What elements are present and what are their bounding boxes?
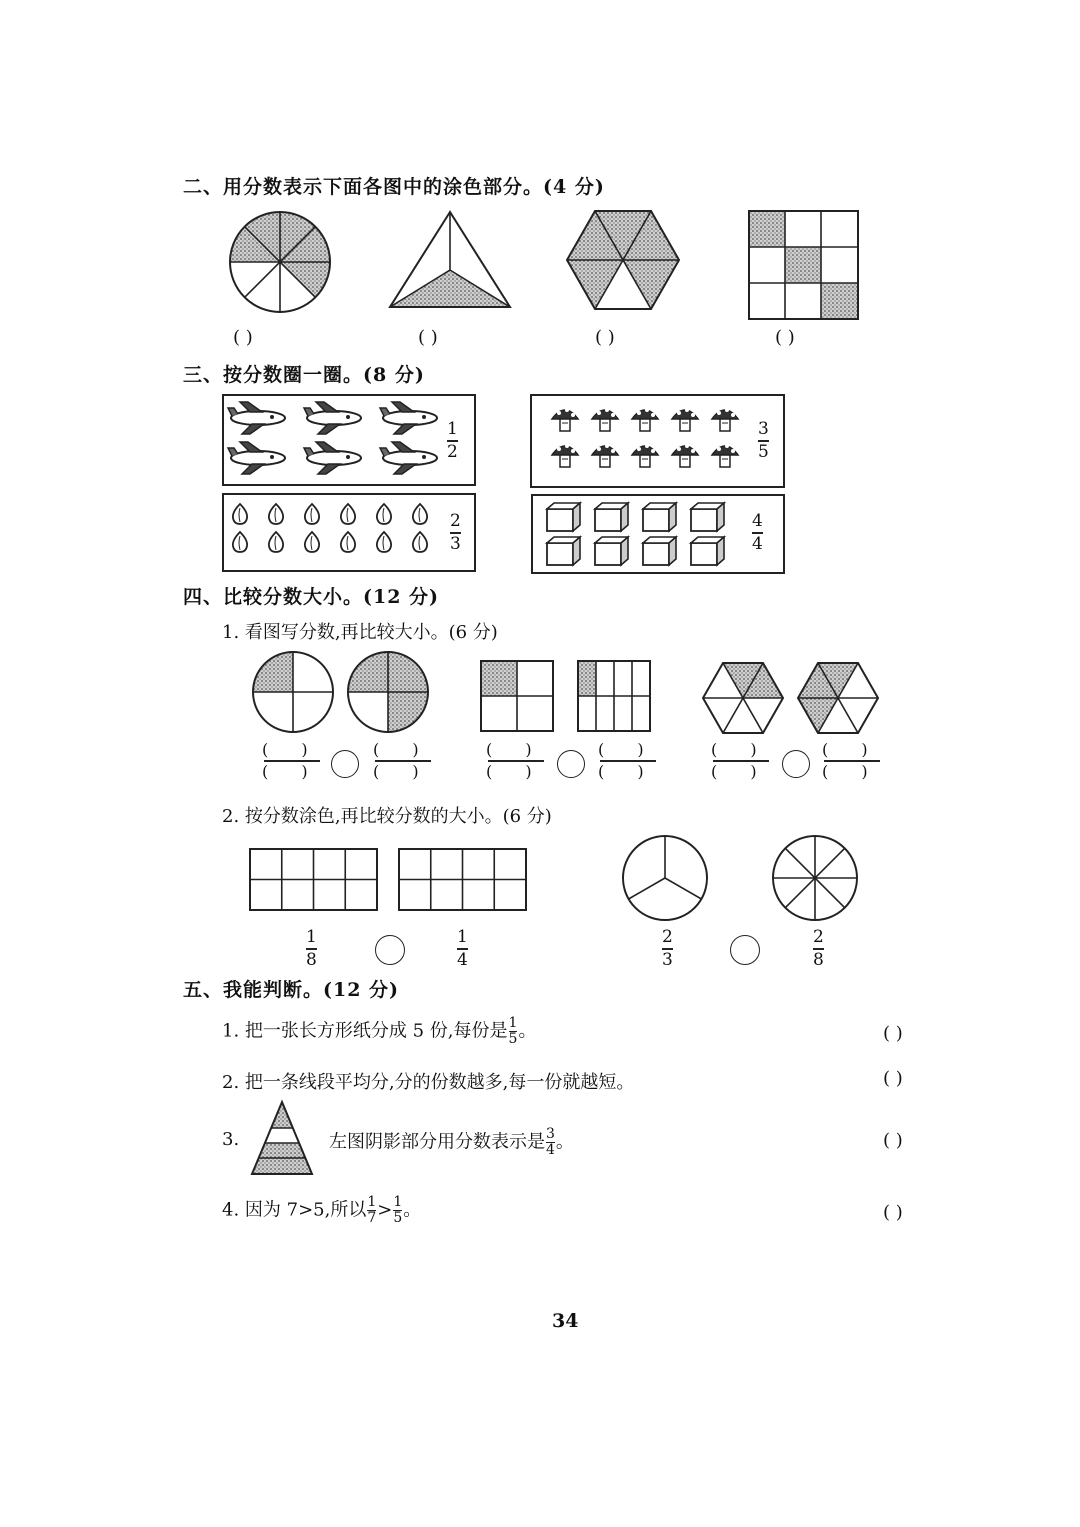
numerator: 2 (450, 511, 461, 531)
judge-item-3 (329, 1127, 574, 1158)
item-text: 1. 把一张长方形纸分成 5 份,每份是 (222, 1020, 508, 1042)
s2-answer-blank[interactable]: ( ) (775, 327, 795, 348)
section-4-title: 四、比较分数大小。(12 分) (183, 586, 440, 608)
denominator: 2 (447, 441, 458, 462)
blank-den: ( ) (262, 761, 322, 781)
answer-blank[interactable]: ( ) (883, 1068, 903, 1089)
s3-fraction (450, 512, 461, 554)
inline-fraction (393, 1195, 402, 1226)
blank-den: ( ) (373, 761, 433, 781)
blank-fraction[interactable] (822, 740, 882, 782)
denominator: 3 (450, 533, 461, 554)
q2-fraction (813, 928, 824, 970)
s3-peaches (230, 502, 430, 562)
numerator: 2 (813, 927, 824, 947)
s4-q2-rect-a[interactable] (249, 848, 379, 912)
item-end: 。 (518, 1020, 537, 1042)
page-number: 34 (552, 1310, 579, 1332)
s4-rect-eighths (577, 660, 651, 732)
numerator: 4 (752, 511, 763, 531)
s2-answer-blank[interactable]: ( ) (595, 327, 615, 348)
numerator: 1 (457, 927, 468, 947)
s3-fraction (758, 420, 769, 462)
item-end: 。 (555, 1131, 574, 1153)
item-text: 左图阴影部分用分数表示是 (329, 1131, 545, 1153)
item-end: 。 (403, 1199, 422, 1221)
q2-fraction (306, 928, 317, 970)
denominator: 4 (752, 533, 763, 554)
answer-blank[interactable]: ( ) (883, 1130, 903, 1151)
denominator: 5 (393, 1210, 403, 1227)
section-2-title: 二、用分数表示下面各图中的涂色部分。(4 分) (183, 176, 605, 198)
blank-fraction[interactable] (711, 740, 771, 782)
s4-hexagon-a (700, 660, 786, 736)
s4-circle-quarters-a (251, 650, 335, 734)
compare-circle[interactable] (730, 935, 760, 965)
s5-triangle-figure (250, 1100, 314, 1176)
denominator: 5 (508, 1031, 518, 1048)
s2-hexagon-sixths (565, 208, 681, 312)
answer-blank[interactable]: ( ) (883, 1202, 903, 1223)
section-3-title: 三、按分数圈一圈。(8 分) (183, 364, 425, 386)
inline-fraction (546, 1127, 555, 1158)
judge-item-2: 2. 把一条线段平均分,分的份数越多,每一份就越短。 (222, 1072, 635, 1093)
inline-fraction (367, 1195, 376, 1226)
denominator: 3 (662, 949, 673, 970)
numerator: 2 (662, 927, 673, 947)
compare-circle[interactable] (375, 935, 405, 965)
judge-item-3-number: 3. (222, 1129, 240, 1150)
answer-blank[interactable]: ( ) (883, 1023, 903, 1044)
numerator: 3 (546, 1126, 555, 1142)
q2-fraction (662, 928, 673, 970)
denominator: 8 (813, 949, 824, 970)
s4-q1-prompt: 1. 看图写分数,再比较大小。(6 分) (222, 622, 498, 643)
numerator: 3 (758, 419, 769, 439)
greater-than: > (377, 1199, 393, 1221)
numerator: 1 (306, 927, 317, 947)
judge-item-4 (222, 1195, 421, 1226)
s3-cubes (546, 502, 736, 566)
item-text: 4. 因为 7>5,所以 (222, 1199, 367, 1221)
blank-num: ( ) (486, 740, 546, 759)
q2-fraction (457, 928, 468, 970)
compare-circle[interactable] (557, 750, 585, 778)
s3-mushrooms (550, 403, 750, 473)
blank-num: ( ) (711, 740, 771, 759)
denominator: 5 (758, 441, 769, 462)
denominator: 8 (306, 949, 317, 970)
s3-fraction (447, 420, 458, 462)
s2-circle-eighths (228, 210, 332, 314)
s4-rect-quarters (480, 660, 554, 732)
numerator: 1 (367, 1194, 377, 1210)
compare-circle[interactable] (782, 750, 810, 778)
blank-fraction[interactable] (262, 740, 322, 782)
s4-circle-quarters-b (346, 650, 430, 734)
denominator: 4 (546, 1142, 555, 1159)
compare-circle[interactable] (331, 750, 359, 778)
numerator: 1 (447, 419, 458, 439)
blank-fraction[interactable] (373, 740, 433, 782)
numerator: 1 (393, 1194, 403, 1210)
blank-num: ( ) (822, 740, 882, 759)
s4-q2-circle-eighths[interactable] (771, 834, 859, 922)
blank-den: ( ) (598, 761, 658, 781)
s4-q2-prompt: 2. 按分数涂色,再比较分数的大小。(6 分) (222, 806, 552, 827)
s2-answer-blank[interactable]: ( ) (233, 327, 253, 348)
s4-q2-circle-thirds[interactable] (621, 834, 709, 922)
s4-hexagon-b (795, 660, 881, 736)
blank-fraction[interactable] (486, 740, 546, 782)
judge-item-1 (222, 1016, 536, 1047)
blank-fraction[interactable] (598, 740, 658, 782)
blank-num: ( ) (373, 740, 433, 759)
s2-triangle-thirds (388, 210, 512, 310)
s2-grid-ninths (748, 210, 860, 320)
blank-num: ( ) (598, 740, 658, 759)
s2-answer-blank[interactable]: ( ) (418, 327, 438, 348)
blank-den: ( ) (711, 761, 771, 781)
blank-den: ( ) (822, 761, 882, 781)
s4-q2-rect-b[interactable] (398, 848, 528, 912)
section-5-title: 五、我能判断。(12 分) (183, 979, 400, 1001)
blank-num: ( ) (262, 740, 322, 759)
s3-airplanes (228, 400, 448, 480)
s3-fraction (752, 512, 763, 554)
denominator: 7 (367, 1210, 377, 1227)
denominator: 4 (457, 949, 468, 970)
inline-fraction (509, 1016, 518, 1047)
blank-den: ( ) (486, 761, 546, 781)
numerator: 1 (508, 1015, 518, 1031)
